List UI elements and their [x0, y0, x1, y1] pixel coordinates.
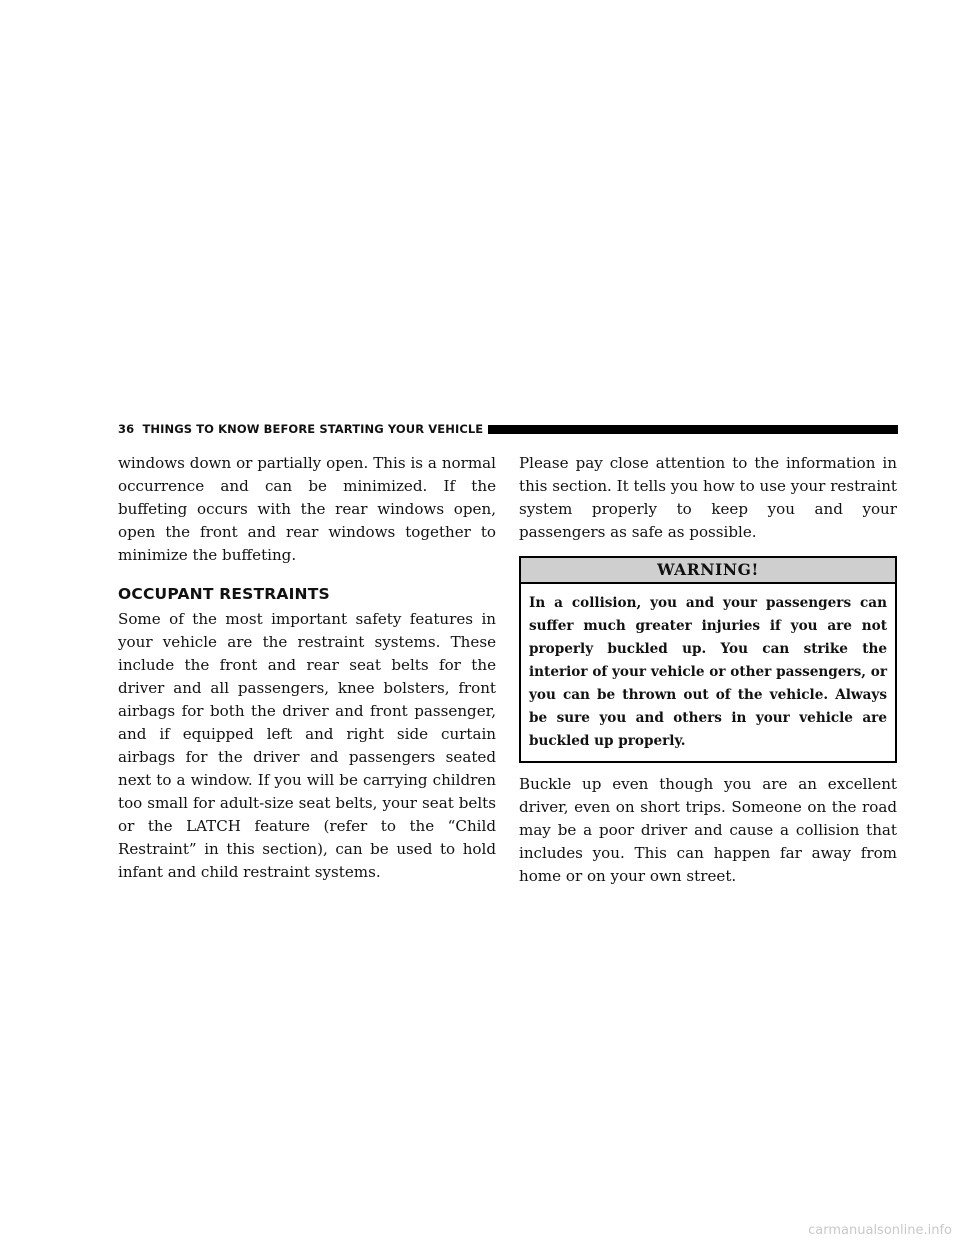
running-header: [118, 420, 898, 440]
continued-paragraph: windows down or partially open. This is a normal occurrence and can be minimized. If the buffeting occurs with the rear windows open, open the front and rear windows together to minimize the buffeting.: [118, 454, 496, 564]
buckle-up-paragraph: Buckle up even though you are an excellent driver, even on short trips. Someone on the road may be a poor driver and cause a collision that includes you. This can happen far away from home or on your own street.: [519, 775, 897, 885]
page-number: 36: [118, 422, 135, 436]
warning-title: WARNING!: [521, 558, 895, 584]
section-title: THINGS TO KNOW BEFORE STARTING YOUR VEHICLE: [142, 422, 484, 436]
footer-watermark: carmanualsonline.info: [808, 1223, 952, 1238]
section-heading: OCCUPANT RESTRAINTS: [118, 585, 330, 603]
warning-text: In a collision, you and your passengers can suffer much greater injuries if you are not properly buckled up. You can strike the interior of your vehicle or other passengers, or you can be thrown out of the vehicle. Always be sure you and others in your vehicle are buckled up properly.: [529, 595, 887, 749]
left-column: [118, 452, 496, 884]
restraints-paragraph: Some of the most important safety features in your vehicle are the restraint systems. These include the front and rear seat belts for the driver and all passengers, knee bolsters, front airbags for both the driver and front passenger, and if equipped left and right side curtain airbags for the driver and passengers seated next to a window. If you will be carrying children too small for adult-size seat belts, your seat belts or the LATCH feature (refer to the “Child Restraint” in this section), can be used to hold infant and child restraint systems.: [118, 610, 496, 881]
attention-paragraph: Please pay close attention to the information in this section. It tells you how to use your restraint system properly to keep you and your passengers as safe as possible.: [519, 454, 897, 541]
page-header-text: [118, 422, 483, 436]
right-column: [519, 452, 897, 888]
header-rule: [488, 425, 898, 434]
warning-box: [519, 556, 897, 763]
